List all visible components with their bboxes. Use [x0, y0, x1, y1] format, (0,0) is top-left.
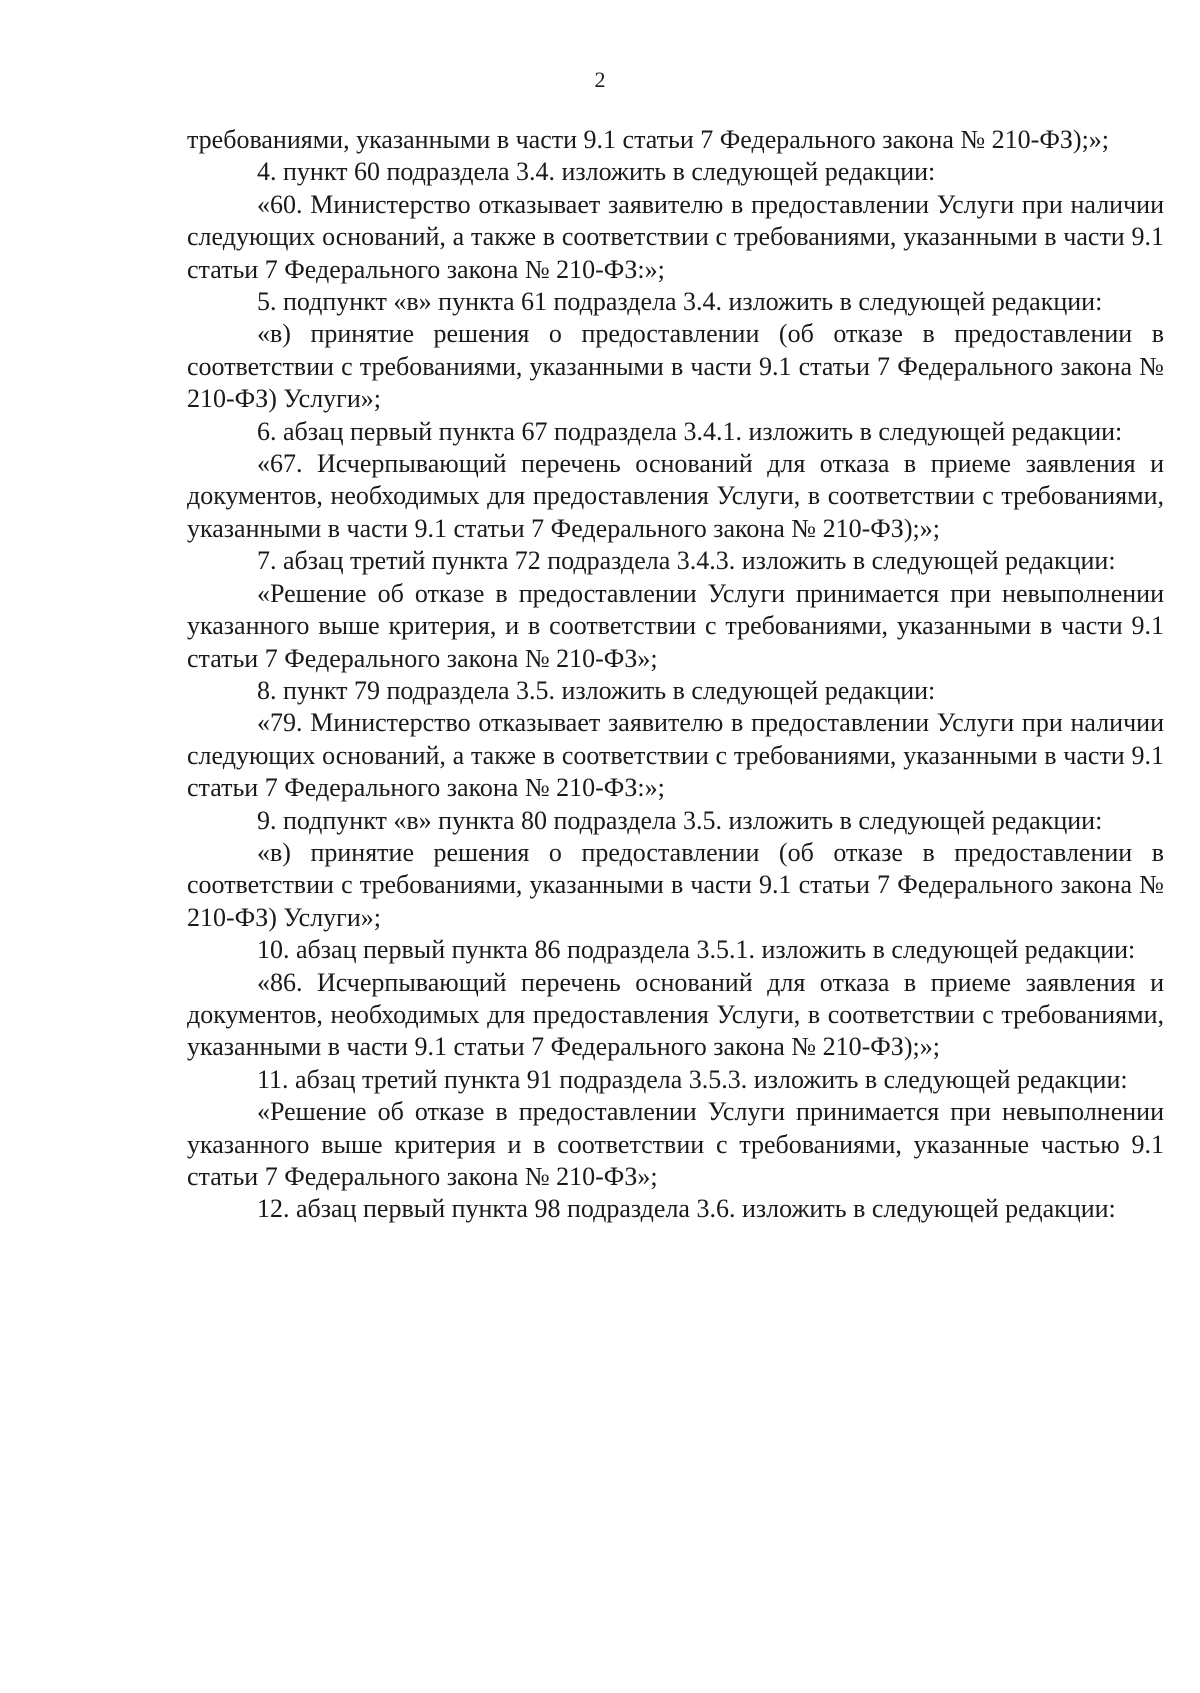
paragraph: 10. абзац первый пункта 86 подраздела 3.5.1. изложить в следующей редакции: [257, 935, 1136, 965]
paragraph: «Решение об отказе в предоставлении Услуги принимается при невыполнении указанного выше критерия, и в соответствии с требованиями, указанными в части 9.1 статьи 7 Федерального закона № 210-ФЗ»; [187, 578, 1164, 673]
paragraph: требованиями, указанными в части 9.1 статьи 7 Федерального закона № 210-ФЗ);»; [187, 125, 1110, 154]
paragraph: «60. Министерство отказывает заявителю в предоставлении Услуги при наличии следующих оснований, а также в соответствии с требованиями, указанными в части 9.1 статьи 7 Федерального закона № 210-ФЗ:»; [187, 189, 1164, 284]
paragraph: 6. абзац первый пункта 67 подраздела 3.4.1. изложить в следующей редакции: [257, 416, 1123, 446]
paragraph: 5. подпункт «в» пункта 61 подраздела 3.4. изложить в следующей редакции: [257, 287, 1103, 317]
paragraph: 7. абзац третий пункта 72 подраздела 3.4.3. изложить в следующей редакции: [257, 546, 1116, 576]
document-body [187, 124, 1164, 1226]
paragraph: «79. Министерство отказывает заявителю в предоставлении Услуги при наличии следующих оснований, а также в соответствии с требованиями, указанными в части 9.1 статьи 7 Федерального закона № 210-ФЗ:»; [187, 708, 1164, 803]
paragraph: 8. пункт 79 подраздела 3.5. изложить в следующей редакции: [257, 675, 936, 705]
paragraph: «67. Исчерпывающий перечень оснований для отказа в приеме заявления и документов, необходимых для предоставления Услуги, в соответствии с требованиями, указанными в части 9.1 статьи 7 Федерального закона № 210-ФЗ);»; [187, 449, 1164, 543]
paragraph: 9. подпункт «в» пункта 80 подраздела 3.5. изложить в следующей редакции: [257, 805, 1103, 835]
paragraph: «в) принятие решения о предоставлении (об отказе в предоставлении в соответствии с требованиями, указанными в части 9.1 статьи 7 Федерального закона № 210-ФЗ) Услуги»; [187, 319, 1164, 414]
paragraph: 12. абзац первый пункта 98 подраздела 3.6. изложить в следующей редакции: [257, 1194, 1116, 1224]
paragraph: «Решение об отказе в предоставлении Услуги принимается при невыполнении указанного выше критерия и в соответствии с требованиями, указанные частью 9.1 статьи 7 Федерального закона № 210-ФЗ»; [187, 1097, 1164, 1191]
paragraph: 11. абзац третий пункта 91 подраздела 3.5.3. изложить в следующей редакции: [257, 1064, 1128, 1094]
paragraph: «в) принятие решения о предоставлении (об отказе в предоставлении в соответствии с требованиями, указанными в части 9.1 статьи 7 Федерального закона № 210-ФЗ) Услуги»; [187, 837, 1164, 932]
paragraph: «86. Исчерпывающий перечень оснований для отказа в приеме заявления и документов, необходимых для предоставления Услуги, в соответствии с требованиями, указанными в части 9.1 статьи 7 Федерального закона № 210-ФЗ);»; [187, 967, 1164, 1062]
paragraph: 4. пункт 60 подраздела 3.4. изложить в следующей редакции: [257, 157, 936, 187]
page-number: 2 [594, 67, 606, 92]
